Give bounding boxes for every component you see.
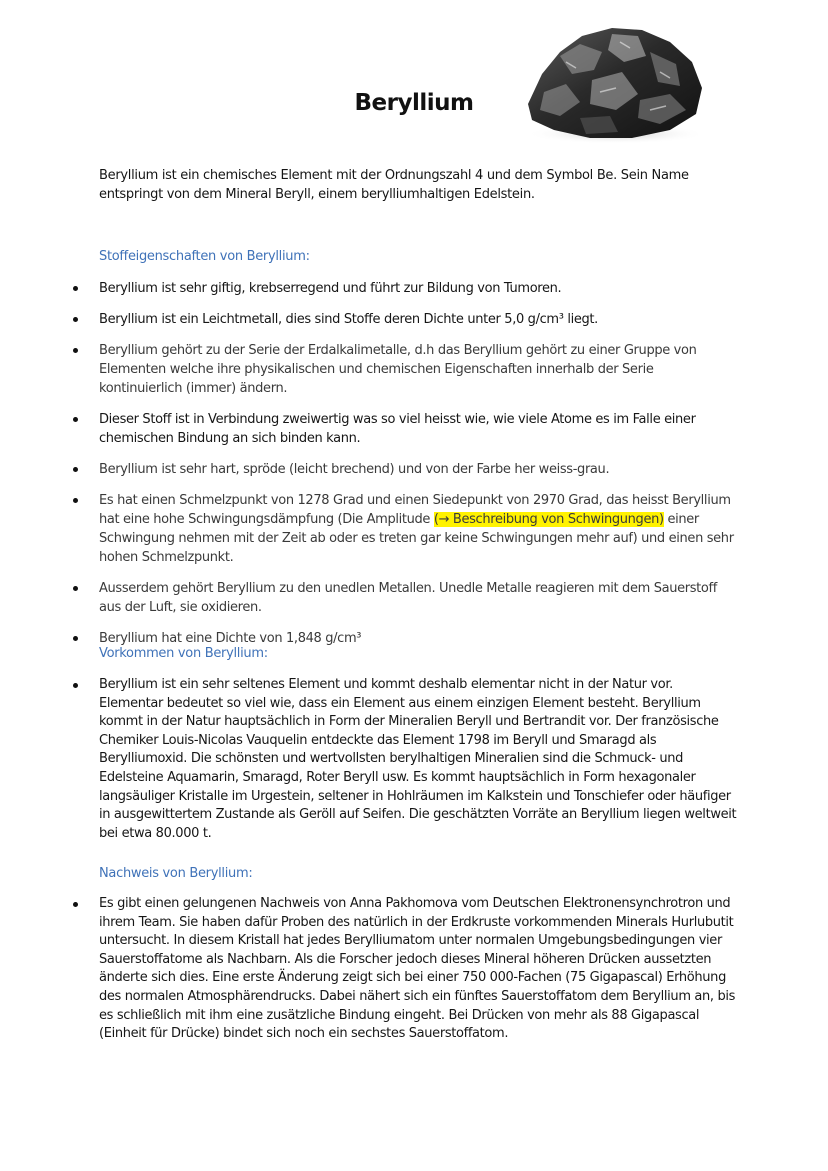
melting-text-after: einer Schwingung nehmen mit der Zeit ab oder es treten gar keine Schwingungen mehr auf) und einen sehr hohen Schmelzpunkt.: [99, 512, 734, 565]
property-text: Beryllium ist ein Leichtmetall, dies sind Stoffe deren Dichte unter 5,0 g/cm³ liegt.: [99, 312, 598, 327]
list-item: [0, 410, 739, 448]
bullet-dot: [73, 317, 78, 322]
list-item: [0, 310, 739, 329]
list-item: [0, 676, 739, 843]
bullet-dot: [73, 498, 78, 503]
occurrence-list: [0, 676, 828, 855]
property-text: Beryllium ist sehr giftig, krebserregend und führt zur Bildung von Tumoren.: [99, 281, 562, 296]
property-text: Beryllium ist sehr hart, spröde (leicht brechend) und von der Farbe her weiss-grau.: [99, 462, 610, 477]
detection-text: Es gibt einen gelungenen Nachweis von Anna Pakhomova vom Deutschen Elektronensynchrotron und ihrem Team. Sie haben dafür Proben des natürlich in der Erdkruste vorkommenden Minerals Hurlubutit untersucht. In diesem Kristall hat jedes Berylliumatom unter normalen Umgebungsbedingungen vier Sauerstoffatome als Nachbarn. Als die Forscher jedoch dieses Mineral höheren Drücken aussetzten änderte sich dies. Eine erste Änderung zeigt sich bei einer 750 000-Fachen (75 Gigapascal) Erhöhung des normalen Atmosphärendrucks. Dabei nähert sich ein fünftes Sauerstoffatom dem Beryllium an, bis es schließlich mit ihm eine zusätzliche Bindung eingeht. Bei Drücken von mehr als 88 Gigapascal (Einheit für Drücke) bindet sich noch ein sechstes Sauerstoffatom.: [99, 896, 736, 1042]
properties-list: [0, 279, 828, 660]
list-item: [0, 579, 739, 617]
bullet-dot: [73, 286, 78, 291]
detection-list: [0, 895, 828, 1056]
property-text: Ausserdem gehört Beryllium zu den unedlen Metallen. Unedle Metalle reagieren mit dem Sauerstoff aus der Luft, sie oxidieren.: [99, 581, 717, 615]
beryllium-mineral-image: [520, 22, 708, 144]
list-item: [0, 460, 739, 479]
properties-heading: Stoffeigenschaften von Beryllium:: [99, 249, 310, 264]
bullet-dot: [73, 636, 78, 641]
bullet-dot: [73, 902, 78, 907]
melting-text-before: Es hat einen Schmelzpunkt von 1278 Grad und einen Siedepunkt von 2970 Grad, das heisst Beryllium hat eine hohe Schwingungsdämpfung (Die Amplitude: [99, 493, 731, 527]
list-item: [0, 279, 739, 298]
detection-heading: Nachweis von Beryllium:: [99, 866, 253, 881]
occurrence-text: Beryllium ist ein sehr seltenes Element und kommt deshalb elementar nicht in der Natur vor. Elementar bedeutet so viel wie, dass ein Element aus einem einzigen Element besteht. Beryllium kommt in der Natur hauptsächlich in Form der Mineralien Beryll und Bertrandit vor. Der französische Chemiker Louis-Nicolas Vauquelin entdeckte das Element 1798 im Beryll und Smaragd als Berylliumoxid. Die schönsten und wertvollsten berylhaltigen Mineralien sind die Schmuck- und Edelsteine Aquamarin, Smaragd, Roter Beryll usw. Es kommt hauptsächlich in Form hexagonaler langsäuliger Kristalle im Urgestein, seltener in Hohlräumen im Kalkstein und Tonschiefer oder häufiger in ausgewittertem Zustande als Geröll auf Seifen. Die geschätzten Vorräte an Beryllium liegen weltweit bei etwa 80.000 t.: [99, 677, 737, 841]
page-title: Beryllium: [354, 90, 474, 116]
bullet-dot: [73, 467, 78, 472]
bullet-dot: [73, 683, 78, 688]
property-text: Beryllium gehört zu der Serie der Erdalkalimetalle, d.h das Beryllium gehört zu einer Gruppe von Elementen welche ihre physikalischen und chemischen Eigenschaften innerhalb der Serie kontinuierlich (immer) ändern.: [99, 343, 697, 396]
list-item: [0, 341, 739, 398]
bullet-dot: [73, 417, 78, 422]
oscillation-link-highlight: (→ Beschreibung von Schwingungen): [433, 512, 664, 527]
property-text: Dieser Stoff ist in Verbindung zweiwertig was so viel heisst wie, wie viele Atome es im Falle einer chemischen Bindung an sich binden kann.: [99, 412, 696, 446]
list-item: [0, 491, 739, 567]
intro-paragraph: Beryllium ist ein chemisches Element mit der Ordnungszahl 4 und dem Symbol Be. Sein Name entspringt von dem Mineral Beryll, einem berylliumhaltigen Edelstein.: [99, 168, 689, 202]
occurrence-heading: Vorkommen von Beryllium:: [99, 646, 268, 661]
list-item: [0, 895, 739, 1044]
bullet-dot: [73, 586, 78, 591]
property-text: Beryllium hat eine Dichte von 1,848 g/cm³: [99, 631, 362, 646]
bullet-dot: [73, 348, 78, 353]
